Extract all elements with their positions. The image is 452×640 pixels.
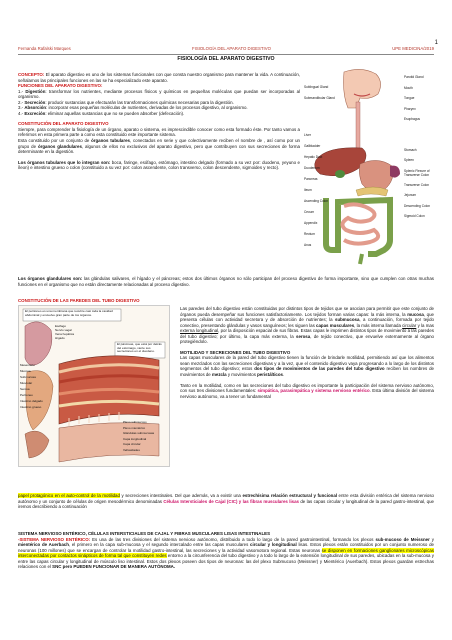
page-number: 1 xyxy=(434,40,438,46)
constitucion-p1: Siempre, para comprender la fisiología de un órgano, aparato o sistema, es imprescindible conocer como esta formado éste. Por tanto vamos a referirnos en esta primera parte a como esta constituido este importante sistema. xyxy=(18,126,300,138)
glandulares-paragraph: Los órganos glandulares son: las glándulas salivares, el hígado y el páncreas; estos dos últimos órganos no sólo participan del proceso digestivo de forma importante, sino que cumplen con otras muchas funciones en el organismo que no están directamente relacionadas al proceso digestivo. xyxy=(18,276,434,287)
wall-labels-left: Mesenterio Mucosa Submucosa Muscular Serosa Peritoneo Intestino delgado Intestino grueso xyxy=(20,363,43,409)
page-title: FISIOLOGÍA DEL APARATO DIGESTIVO xyxy=(177,56,275,62)
page-header xyxy=(18,46,434,51)
constitucion-p2: Esta constituido por un conjunto de órganos tubulares, conectados en serie y que colectivamente reciben el nombre de , así como por un grupo de órganos glandulares, algunos de ellos no exclusivos del aparato digestivo, pero que contribuyen con sus secreciones de forma determinante en la digestión. xyxy=(18,138,300,155)
highlight-redes: se disponen en formaciones ganglionares microscópicas interconectadas por contactos sinápticos de forma tal que constituyen redes xyxy=(18,547,434,559)
header-author: Fernanda Rafalski Marques xyxy=(18,46,71,51)
wall-labels-top: Esófago Nervio vagal Vena hepática Hígado xyxy=(55,324,75,340)
motilidad-p2-continuation: papel protagónico en el auto-control de la motilidad y secreciones intestinales. Del que además, va a existir una estrechísima relación estructural y funcional entre esta división entérica del sistema nervioso autónomo y un conjunto de células de origen mesodérmico denominadas Células Intersticiales de Cajal (CIC) y las fibras musculares lisas de las capas circular y longitudinal de la pared gastro-intestinal, que iremos describiendo a continuación xyxy=(18,493,434,510)
funcion-item: 4.- Excreción: eliminar aquellas sustancias que no se pueden absorber (defecación). xyxy=(18,110,185,116)
paredes-heading: CONSTITUCIÓN DE LAS PAREDES DEL TUBO DIGESTIVO xyxy=(18,298,140,303)
concepto-text: El aparato digestivo es uno de los sistemas funcionales con que consta nuestro organismo para mantener la vida. A continuación, señalamos las principales funciones en las se ha especializado este aparato. xyxy=(18,72,300,83)
constitucion-heading: CONSTITUCIÓN DEL APARATO DIGESTIVO xyxy=(18,121,109,127)
header-course: FISIOLOGÍA DEL APARATO DIGESTIVO xyxy=(192,46,271,51)
motilidad-heading: MOTILIDAD Y SECRECIONES DEL TUBO DIGESTIVO xyxy=(180,349,291,355)
digestive-wall-figure xyxy=(18,305,170,467)
motilidad-p2-start: Tanto en la motilidad, como en las secreciones del tubo digestivo es importante la participación del sistema nervioso autónomo, con sus tres divisiones fundamentales: simpática, parasimpática y sistema nervioso entérico. Esta última división del sistema nervioso autónomo, va a tener un fundamental xyxy=(180,382,434,399)
digestive-system-figure xyxy=(304,68,436,268)
paredes-text-column xyxy=(180,306,434,399)
intro-text-column xyxy=(18,72,300,171)
paredes-paragraph: Las paredes del tubo digestivo están constituidas por distintos tipos de tejidos que se asocian para permitir que este conjunto de órganos pueda desempeñar sus funciones satisfactoriamente. Los tejidos forman varias capas: la más interna, la mucosa, que presenta células con actividad secretora y de absorción de nutrientes; la submucosa, a continuación, formada por tejido conectivo, presentando glándulas y vasos sanguíneos; les siguen las capas musculares, la más interna llamada circular y la mas externa longitudinal, por la disposición espacial de sus fibras. Estas capas le imprimen distintos tipos de movimiento a las paredes del tubo digestivo; por último, la capa más externa, la serosa, de tejido conectivo, que envuelve externamente al órgano protegiéndolo. xyxy=(180,306,435,345)
header-divider xyxy=(18,54,434,55)
funcion-item: 1.- Digestión: transformar los nutrientes, mediante procesos físicos y químicos en pequeñas moléculas que puedan ser incorporadas al organismo. xyxy=(18,88,301,100)
wall-labels-right: Plexo submucoso Plexo mientérico Glándulas submucosas Capa longitudinal Capa circular Vellosidades xyxy=(123,420,155,452)
funcion-item: 2.- Secreción: producir sustancias que efectuarán las transformaciones químicas necesarias para la digestión. xyxy=(18,99,234,105)
motilidad-paragraph: Las capas musculares de la pared del tubo digestivo tienen la función de brindarle motilidad, permitiendo así que los alimentos sean mezclados con las secreciones digestivas y a la vez, que el contenido digestivo vaya progresando a lo largo de los distintos segmentos del tubo digestivo; estos dos tipos de movimientos de las paredes del tubo digestivo reciben los nombres de movimientos de mezcla y movimientos peristálticos. xyxy=(180,355,434,378)
sistema-heading: SISTEMA NERVIOSO ENTÉRICO, CÉLULAS INTERSTICIALES DE CAJAL Y FIBRAS MUSCULARES LISAS INTESTINALES xyxy=(18,531,270,536)
funcion-item: 3.- Absorción: incorporar esas pequeñas moléculas de nutrientes, derivadas de los procesos digestivo, al organismo. xyxy=(18,105,248,111)
wall-caption-2: El páncreas, que está por detrás del estómago, vierte sus secreciones en el duodeno. xyxy=(117,342,162,354)
sistema-section xyxy=(18,531,434,570)
figure-labels-left: Sublingual Gland Submandibular Gland Liver Gallbladder Hepatic Duct Duodenum Pancreas Ileum Ascending Colon Cecum Appendix Rectum Anus xyxy=(304,85,335,247)
sistema-paragraph: -SISTEMA NERVIOSO ENTÉRICO: Es una de las tres divisiones del sistema nervioso autónomo, distribuido a todo lo largo de la pared gastrointestinal, formando los plexos sub-mucoso de Meissner y mientérico de Auerbach, el primero en la capa sub-mucosa y el segundo intercalado entre las capas musculares circular y longitudinal lisas. Estos plexos están constituidos por un conjunto numeroso de neuronas (100 millones) que se encargan de controlar la motilidad gastro-intestinal, las secreciones y la actividad vasomotora regional. Estas neuronas se disponen en formaciones ganglionares microscópicas interconectadas por contactos sinápticos de forma tal que constituyen redes entorno a la circunferencia del tubo digestivo y a todo lo largo de la extensión longitudinal de sus paredes, ubicadas en la sub-mucosa y entre las capas circular y longitudinal de músculo liso intestinal. Estos dos plexos poseen dos tipos de neuronas: las del plexo Submucoso (Meissner) y Mientérico (Auerbach). Estos plexos guardan estrechas relaciones con el SNC pero PUEDEN FUNCIONAR DE MANERA AUTÓNOMA. xyxy=(18,536,435,570)
header-institution: UPE MEDICINA/2019 xyxy=(392,46,434,51)
wall-caption-1: El peritoneo es una membrana que recubre casi toda la cavidad abdominal y envuelve gran parte de los órganos. xyxy=(25,309,113,317)
concepto-label: CONCEPTO: xyxy=(18,72,45,77)
constitucion-p3: Los órganos tubulares que lo integran son: boca, faringe, esófago, estómago, intestino delgado (formado a su vez por: duodeno, yeyuno e íleon) e intestino grueso o colon (constituido a su vez por: colon ascendente, colon transverso, colon descendente, sigmoides y recto). xyxy=(18,159,300,171)
concepto-paragraph xyxy=(18,72,300,83)
funciones-heading: FUNCIONES DEL APARATO DIGESTIVO: xyxy=(18,83,103,89)
figure-labels-right: Parotid Gland Mouth Tongue Pharynx Esophagus Stomach Spleen Splenic Flexure of Transverse Colon Transverse Colon Jejunum Descending Colon Sigmoid Colon xyxy=(404,75,431,218)
highlight-papel: papel protagónico en el auto-control de la motilidad xyxy=(18,493,120,498)
